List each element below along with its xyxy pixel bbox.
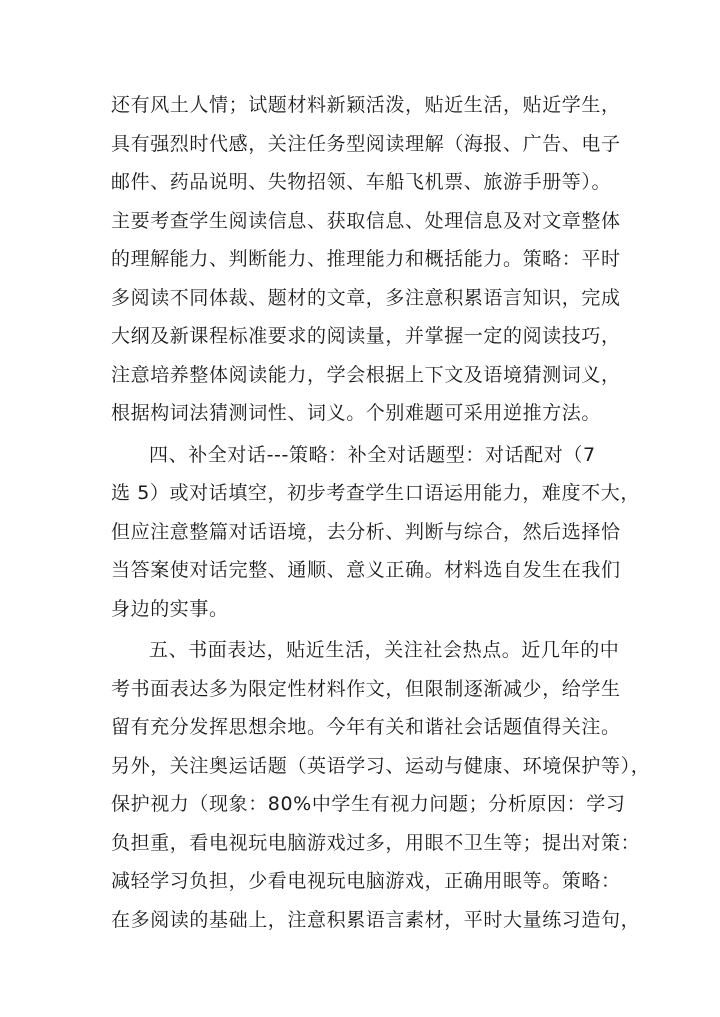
- text-line: 五、书面表达，贴近生活，关注社会热点。近几年的中: [149, 639, 620, 661]
- text-line: 大纲及新课程标准要求的阅读量，并掌握一定的阅读技巧，: [111, 325, 621, 347]
- text-line: 当答案使对话完整、通顺、意义正确。材料选自发生在我们: [111, 559, 621, 581]
- text-line: 在多阅读的基础上，注意积累语言素材，平时大量练习造句，: [111, 908, 641, 931]
- text-line: 保护视力（现象：80%中学生有视力问题；分析原因：学习: [111, 793, 626, 815]
- text-line: 负担重，看电视玩电脑游戏过多，用眼不卫生等；提出对策：: [111, 831, 641, 854]
- text-line: 选 5）或对话填空，初步考查学生口语运用能力，难度不大，: [111, 482, 640, 504]
- text-line: 的理解能力、判断能力、推理能力和概括能力。策略：平时: [111, 248, 621, 270]
- text-line: 但应注意整篇对话语境，去分析、判断与综合，然后选择恰: [111, 520, 621, 543]
- text-line: 多阅读不同体裁、题材的文章，多注意积累语言知识，完成: [111, 286, 621, 309]
- text-line: 还有风土人情；试题材料新颖活泼，贴近生活，贴近学生，: [111, 94, 621, 116]
- text-line: 四、补全对话---策略：补全对话题型：对话配对（7: [149, 443, 596, 466]
- text-line: 考书面表达多为限定性材料作文，但限制逐渐减少，给学生: [111, 677, 621, 700]
- text-line: 留有充分发挥思想余地。今年有关和谐社会话题值得关注。: [111, 716, 621, 738]
- text-line: 具有强烈时代感，关注任务型阅读理解（海报、广告、电子: [111, 132, 621, 155]
- text-line: 主要考查学生阅读信息、获取信息、处理信息及对文章整体: [111, 209, 621, 232]
- text-line: 邮件、药品说明、失物招领、车船飞机票、旅游手册等）。: [111, 171, 612, 193]
- body-text: [111, 86, 651, 939]
- paragraph-dialogue: [111, 436, 640, 629]
- text-line: 身边的实事。: [111, 597, 229, 620]
- text-line: 另外，关注奥运话题（英语学习、运动与健康、环境保护等），: [111, 754, 651, 777]
- paragraph-writing: [111, 631, 651, 939]
- text-line: 注意培养整体阅读能力，学会根据上下文及语境猜测词义，: [111, 363, 621, 386]
- text-line: 减轻学习负担，少看电视玩电脑游戏，正确用眼等。策略：: [111, 870, 621, 892]
- text-line: 根据构词法猜测词性、词义。个别难题可采用逆推方法。: [111, 402, 602, 424]
- paragraph-reading: [111, 86, 621, 433]
